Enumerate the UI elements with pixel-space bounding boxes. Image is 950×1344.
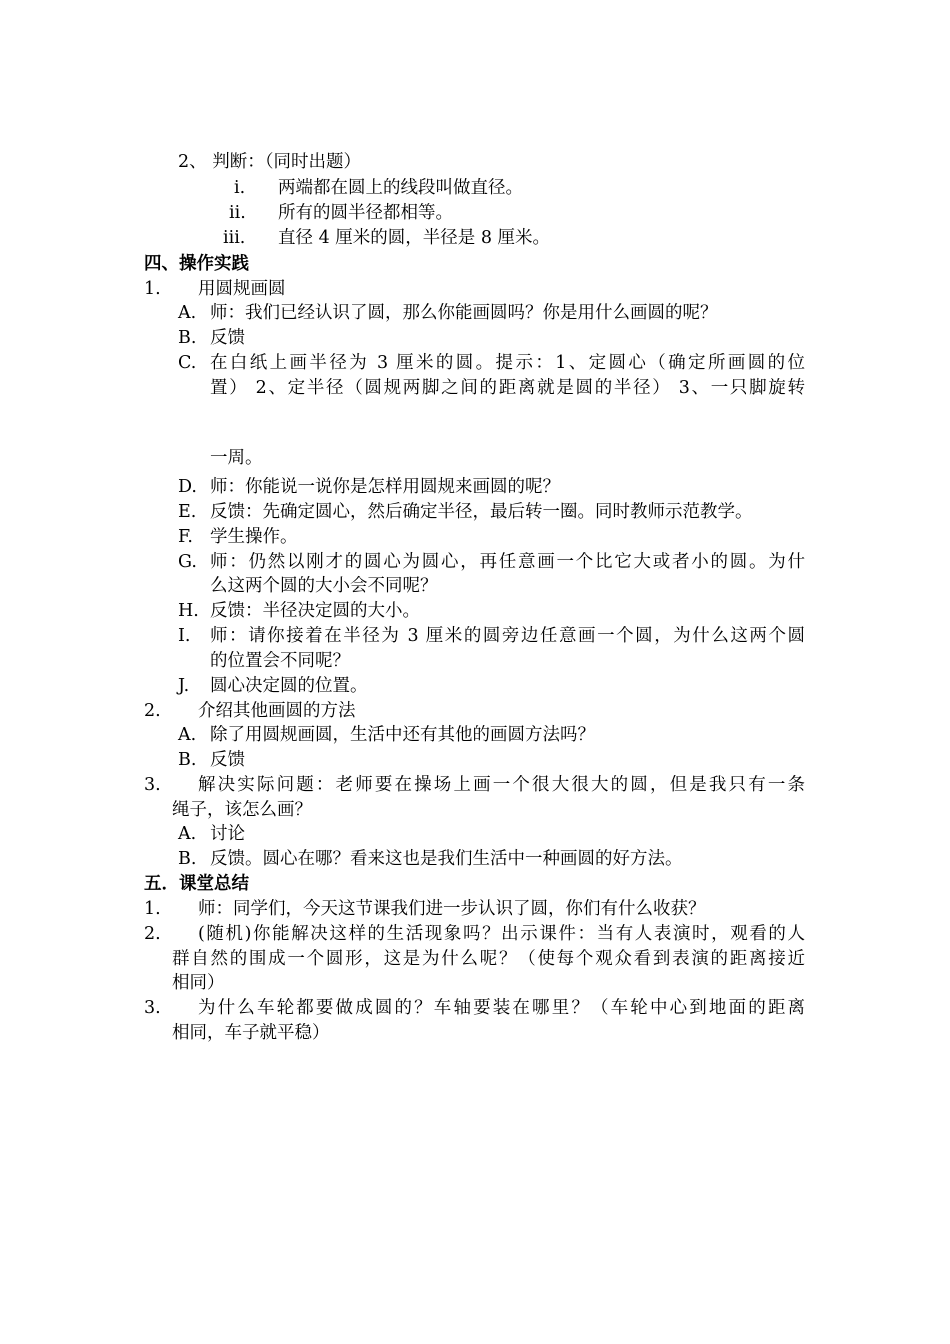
sub-item-text: 反馈 (210, 750, 245, 770)
sub-item-text: 反馈 (210, 328, 245, 348)
list-item-title: 用圆规画圆 (198, 279, 286, 299)
sub-item-text: 反馈。圆心在哪？看来这也是我们生活中一种画圆的好方法。 (210, 849, 683, 869)
sub-letter: A. (178, 725, 197, 745)
judge-item-number: i. (234, 178, 246, 198)
sub-item-text: 师：你能说一说你是怎样用圆规来画圆的呢？ (210, 477, 560, 497)
sub-item-text: 么这两个圆的大小会不同呢？ (210, 576, 438, 596)
sub-letter: A. (178, 824, 197, 844)
sub-item-text: 置） 2、定半径（圆规两脚之间的距离就是圆的半径） 3、一只脚旋转 (210, 378, 805, 398)
sub-letter: B. (178, 328, 197, 348)
list-number: 2. (144, 924, 161, 944)
sub-letter: A. (178, 303, 197, 323)
judge-label: 2、 判断：（同时出题） (178, 152, 361, 172)
sub-letter: H. (178, 601, 199, 621)
list-item-text: 相同，车子就平稳） (172, 1023, 330, 1043)
sub-item-text: 一周。 (210, 448, 263, 468)
list-number: 3. (144, 775, 161, 795)
sub-item-text: 圆心决定圆的位置。 (210, 676, 368, 696)
sub-item-text: 除了用圆规画圆，生活中还有其他的画圆方法吗？ (210, 725, 595, 745)
judge-item-text: 所有的圆半径都相等。 (278, 203, 453, 223)
list-item-text: 解决实际问题：老师要在操场上画一个很大很大的圆，但是我只有一条 (198, 775, 805, 795)
section-heading: 五．课堂总结 (144, 874, 249, 894)
sub-letter: E. (178, 502, 197, 522)
sub-item-text: 讨论 (210, 824, 245, 844)
section-heading: 四、操作实践 (144, 254, 249, 274)
sub-letter: C. (178, 353, 197, 373)
judge-item-text: 两端都在圆上的线段叫做直径。 (278, 178, 523, 198)
sub-letter: B. (178, 750, 197, 770)
list-number: 1. (144, 279, 161, 299)
list-item-text: 师：同学们，今天这节课我们进一步认识了圆，你们有什么收获？ (198, 899, 706, 919)
list-item-text: 为什么车轮都要做成圆的？车轴要装在哪里？（车轮中心到地面的距离 (198, 998, 805, 1018)
sub-letter: B. (178, 849, 197, 869)
sub-item-text: 反馈：先确定圆心，然后确定半径，最后转一圈。同时教师示范教学。 (210, 502, 753, 522)
sub-letter: D. (178, 477, 197, 497)
sub-item-text: 学生操作。 (210, 527, 298, 547)
sub-letter: F. (178, 527, 193, 547)
sub-item-text: 在白纸上画半径为 3 厘米的圆。提示：1、定圆心（确定所画圆的位 (210, 353, 805, 373)
sub-item-text: 师：请你接着在半径为 3 厘米的圆旁边任意画一个圆，为什么这两个圆 (210, 626, 805, 646)
judge-item-number: ii. (229, 203, 246, 223)
sub-item-text: 师：我们已经认识了圆，那么你能画圆吗？你是用什么画圆的呢？ (210, 303, 718, 323)
list-number: 1. (144, 899, 161, 919)
list-number: 3. (144, 998, 161, 1018)
list-item-text: 相同） (172, 973, 225, 993)
list-item-text: 绳子，该怎么画？ (172, 800, 312, 820)
sub-letter: J. (178, 676, 190, 696)
sub-letter: G. (178, 552, 197, 572)
sub-item-text: 的位置会不同呢？ (210, 651, 350, 671)
list-item-text: (随机)你能解决这样的生活现象吗？出示课件：当有人表演时，观看的人 (198, 924, 805, 944)
list-item-title: 介绍其他画圆的方法 (198, 701, 356, 721)
list-number: 2. (144, 701, 161, 721)
judge-item-number: iii. (223, 228, 246, 248)
sub-item-text: 反馈：半径决定圆的大小。 (210, 601, 420, 621)
judge-item-text: 直径 4 厘米的圆，半径是 8 厘米。 (278, 228, 551, 248)
sub-letter: I. (178, 626, 191, 646)
sub-item-text: 师：仍然以刚才的圆心为圆心，再任意画一个比它大或者小的圆。为什 (210, 552, 805, 572)
list-item-text: 群自然的围成一个圆形，这是为什么呢？（使每个观众看到表演的距离接近 (172, 949, 805, 969)
